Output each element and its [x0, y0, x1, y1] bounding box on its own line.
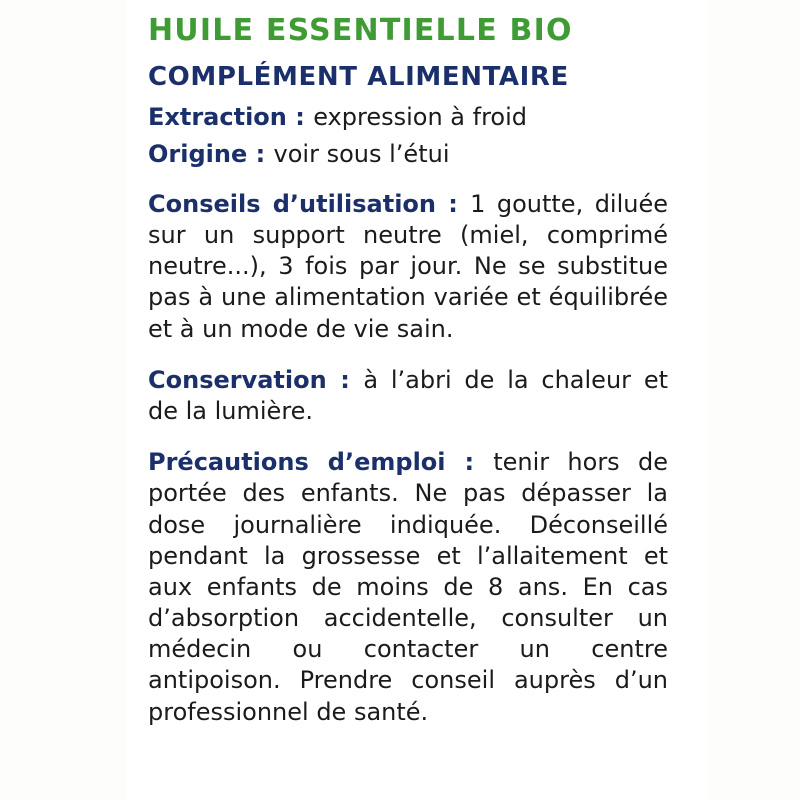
section-conseils-utilisation-paragraph [148, 189, 668, 345]
section-conseils-utilisation-text: 1 goutte, diluée sur un support neutre (miel, comprimé neutre...), 3 fois par jour. Ne se substitue pas à une alimentation variée et équilibrée et à un mode de vie sain. [148, 189, 669, 343]
section-conseils-utilisation [148, 189, 668, 345]
section-conservation [148, 365, 668, 427]
section-conservation-paragraph [148, 365, 668, 427]
section-precautions-emploi-separator: : [445, 448, 494, 477]
section-conservation-label: Conservation [148, 365, 327, 394]
section-conseils-utilisation-label: Conseils d’utilisation [148, 189, 437, 218]
field-origine-line [148, 139, 668, 169]
field-extraction-value: expression à froid [313, 103, 527, 132]
page-title: HUILE ESSENTIELLE BIO [148, 13, 573, 48]
section-conservation-separator: : [326, 365, 364, 394]
label-subtitle: COMPLÉMENT ALIMENTAIRE [148, 61, 569, 92]
field-extraction-separator: : [286, 103, 314, 132]
section-precautions-emploi-paragraph [148, 447, 668, 728]
field-origine-label: Origine [148, 139, 248, 168]
section-conservation-text: à l’abri de la chaleur et de la lumière. [148, 365, 668, 425]
field-origine-separator: : [247, 139, 274, 168]
field-extraction-label: Extraction [148, 103, 287, 132]
section-precautions-emploi-label: Précautions d’emploi [148, 448, 446, 477]
field-origine-value: voir sous l’étui [273, 139, 450, 168]
section-precautions-emploi [148, 447, 668, 728]
label-right-margin [708, 0, 800, 800]
section-precautions-emploi-text: tenir hors de portée des enfants. Ne pas dépasser la dose journalière indiquée. Déconseillé pendant la grossesse et l’allaitement et aux enfants de moins de 8 ans. En cas d’absorption accidentelle, consulter un médecin ou contacter un centre antipoison. Prendre conseil auprès d’un professionnel de santé. [148, 448, 668, 726]
label-left-margin [0, 0, 126, 800]
field-extraction-line [148, 102, 668, 132]
label-content [148, 14, 668, 748]
field-extraction [148, 102, 668, 132]
section-conseils-utilisation-separator: : [436, 189, 471, 218]
field-origine [148, 139, 668, 169]
